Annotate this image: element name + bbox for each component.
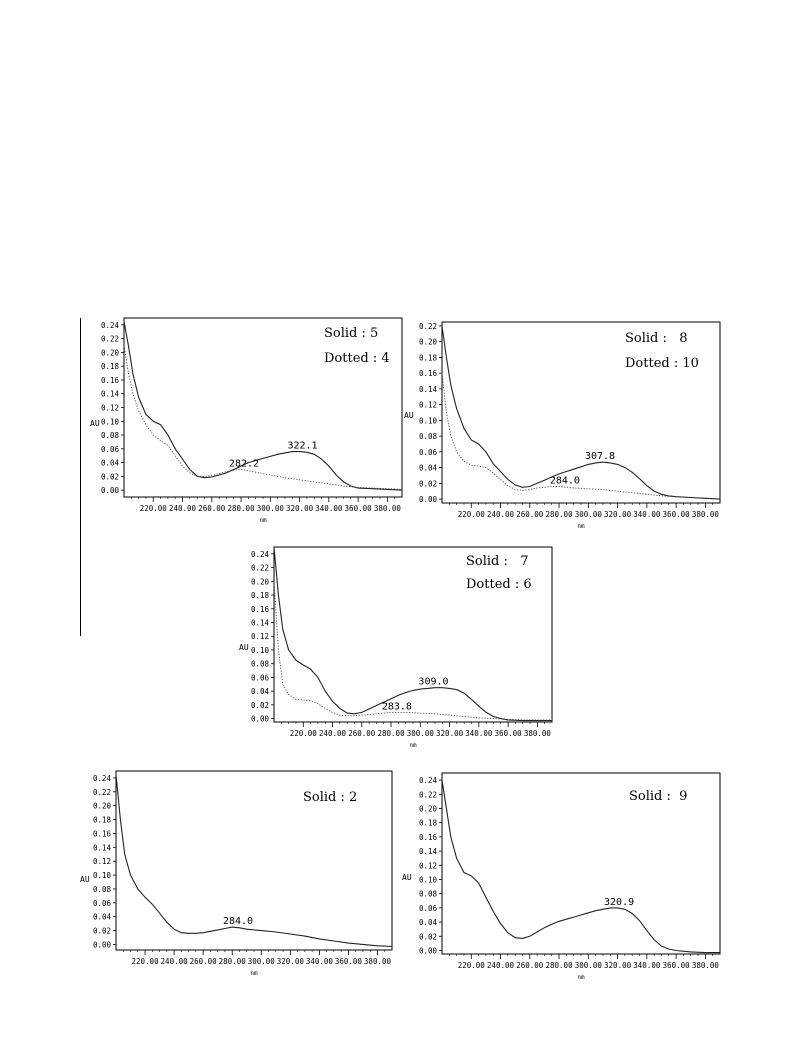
y-tick-label: 0.24 [92,773,111,783]
solid-series-line [274,547,552,721]
x-tick-label: 260.00 [348,729,376,738]
y-tick-label: 0.16 [100,375,119,385]
x-tick-label: 240.00 [318,729,347,738]
dotted-series-line [274,581,552,720]
solid-series-line [442,780,720,953]
plot-frame [442,322,720,503]
y-tick-label: 0.10 [92,871,111,881]
x-tick-label: 220.00 [457,961,485,970]
solid-series-line [442,326,720,499]
y-tick-label: 0.06 [92,898,111,908]
x-tick-label: 320.00 [604,961,632,970]
y-tick-label: 0.16 [250,604,269,614]
legend-label: Solid : 5 [324,326,379,341]
peak-wavelength-label: 322.1 [287,440,318,452]
y-tick-label: 0.00 [92,940,111,950]
page-margin-rule [80,318,81,636]
x-tick-label: 260.00 [516,961,544,970]
peak-wavelength-label: 320.9 [603,896,635,908]
y-tick-label: 0.04 [100,458,119,468]
y-tick-label: 0.22 [100,334,119,344]
dotted-series-line [124,346,402,490]
y-tick-label: 0.24 [250,549,269,559]
dotted-series-line [442,373,720,499]
peak-wavelength-label: 283.8 [381,701,412,713]
y-tick-label: 0.20 [250,577,269,587]
y-tick-label: 0.10 [250,645,269,655]
y-tick-label: 0.14 [418,847,437,857]
y-axis-label: AU [90,419,100,428]
x-tick-label: 220.00 [457,510,485,519]
x-tick-label: 360.00 [334,957,362,966]
legend-label: Solid : 8 [625,331,688,346]
x-tick-label: 300.00 [247,957,275,966]
x-tick-label: 360.00 [494,729,522,738]
y-tick-label: 0.10 [418,875,437,885]
y-tick-label: 0.22 [418,790,437,800]
y-tick-label: 0.08 [418,889,437,899]
y-tick-label: 0.06 [100,444,119,454]
peak-wavelength-label: 309.0 [418,676,449,688]
y-tick-label: 0.00 [250,714,269,724]
x-tick-label: 340.00 [633,961,661,970]
y-tick-label: 0.10 [100,417,119,427]
y-tick-label: 0.22 [250,563,269,573]
y-tick-label: 0.16 [418,369,437,379]
y-tick-label: 0.04 [250,687,269,697]
y-tick-label: 0.04 [418,918,437,928]
x-tick-label: 240.00 [486,961,515,970]
y-tick-label: 0.12 [92,857,111,867]
y-tick-label: 0.12 [100,403,119,413]
legend-label: Dotted : 10 [625,356,699,371]
x-tick-label: 340.00 [633,510,661,519]
y-tick-label: 0.16 [418,832,437,842]
y-tick-label: 0.08 [92,884,111,894]
x-axis-label: nm [259,517,267,524]
x-tick-label: 380.00 [373,504,401,513]
x-axis-label: nm [250,970,258,977]
y-tick-label: 0.14 [100,389,119,399]
x-tick-label: 360.00 [662,961,690,970]
x-tick-label: 340.00 [315,504,343,513]
y-tick-label: 0.08 [250,659,269,669]
x-tick-label: 260.00 [189,957,217,966]
x-tick-label: 220.00 [139,504,167,513]
y-tick-label: 0.10 [418,416,437,426]
x-tick-label: 280.00 [377,729,405,738]
x-tick-label: 380.00 [523,729,551,738]
peak-wavelength-label: 284.0 [222,916,254,928]
y-tick-label: 0.20 [418,804,437,814]
y-axis-label: AU [80,875,90,884]
y-tick-label: 0.20 [92,801,111,811]
x-tick-label: 240.00 [160,957,188,966]
y-tick-label: 0.00 [418,946,437,956]
y-tick-label: 0.16 [92,829,111,839]
x-axis-label: nm [577,523,585,530]
x-tick-label: 220.00 [289,729,317,738]
x-tick-label: 280.00 [218,957,246,966]
x-axis-label: nm [577,974,585,981]
y-tick-label: 0.12 [418,861,437,871]
y-tick-label: 0.14 [250,618,269,628]
x-axis-label: nm [409,742,417,749]
y-tick-label: 0.18 [100,362,119,372]
y-tick-label: 0.18 [418,818,437,828]
legend-label: Dotted : 6 [466,577,532,592]
x-tick-label: 300.00 [256,504,284,513]
uv-spectrum-chart-a [88,318,408,538]
y-tick-label: 0.14 [92,843,111,853]
y-tick-label: 0.02 [250,700,269,710]
y-tick-label: 0.12 [418,400,437,410]
y-tick-label: 0.14 [418,384,437,394]
y-tick-label: 0.18 [92,815,111,825]
x-tick-label: 320.00 [276,957,304,966]
x-tick-label: 240.00 [486,510,515,519]
x-tick-label: 320.00 [286,504,314,513]
solid-series-line [124,321,402,490]
y-tick-label: 0.08 [100,431,119,441]
x-tick-label: 260.00 [516,510,544,519]
y-axis-label: AU [239,643,249,652]
legend-label: Solid : 2 [303,790,358,805]
x-tick-label: 300.00 [406,729,434,738]
x-tick-label: 300.00 [574,961,602,970]
x-tick-label: 360.00 [344,504,372,513]
y-tick-label: 0.20 [100,348,119,358]
x-tick-label: 240.00 [168,504,197,513]
x-tick-label: 280.00 [545,961,573,970]
x-tick-label: 360.00 [662,510,690,519]
y-tick-label: 0.02 [100,472,119,482]
y-tick-label: 0.02 [418,479,437,489]
x-tick-label: 320.00 [436,729,464,738]
x-tick-label: 340.00 [465,729,493,738]
uv-spectrum-chart-b [402,320,724,534]
y-tick-label: 0.18 [418,353,437,363]
x-tick-label: 300.00 [574,510,602,519]
peak-wavelength-label: 307.8 [584,451,616,463]
y-tick-label: 0.06 [418,447,437,457]
y-tick-label: 0.02 [92,926,111,936]
legend-label: Solid : 7 [466,554,529,569]
legend-label: Dotted : 4 [324,351,390,366]
x-tick-label: 280.00 [545,510,573,519]
y-tick-label: 0.12 [250,632,269,642]
y-tick-label: 0.24 [100,320,119,330]
x-tick-label: 380.00 [363,957,392,966]
x-tick-label: 320.00 [604,510,632,519]
y-tick-label: 0.00 [418,495,437,505]
y-tick-label: 0.24 [418,776,437,786]
plot-frame [124,318,402,497]
y-tick-label: 0.00 [100,486,119,496]
y-tick-label: 0.22 [418,321,437,331]
y-tick-label: 0.02 [418,932,437,942]
plot-frame [274,547,552,722]
y-axis-label: AU [402,873,412,882]
y-tick-label: 0.04 [418,463,437,473]
y-tick-label: 0.18 [250,591,269,601]
y-tick-label: 0.08 [418,432,437,442]
peak-wavelength-label: 284.0 [549,475,580,487]
y-tick-label: 0.22 [92,787,111,797]
uv-spectrum-chart-d [78,770,398,986]
y-tick-label: 0.20 [418,337,437,347]
y-axis-label: AU [404,411,414,420]
x-tick-label: 280.00 [227,504,255,513]
x-tick-label: 220.00 [131,957,159,966]
uv-spectrum-chart-c [236,546,556,760]
y-tick-label: 0.04 [92,912,111,922]
y-tick-label: 0.06 [250,673,269,683]
x-tick-label: 380.00 [691,961,719,970]
legend-label: Solid : 9 [629,789,688,804]
x-tick-label: 380.00 [691,510,719,519]
x-tick-label: 260.00 [198,504,226,513]
y-tick-label: 0.06 [418,903,437,913]
uv-spectrum-chart-e [400,772,726,988]
peak-wavelength-label: 282.2 [228,458,260,470]
x-tick-label: 340.00 [305,957,333,966]
